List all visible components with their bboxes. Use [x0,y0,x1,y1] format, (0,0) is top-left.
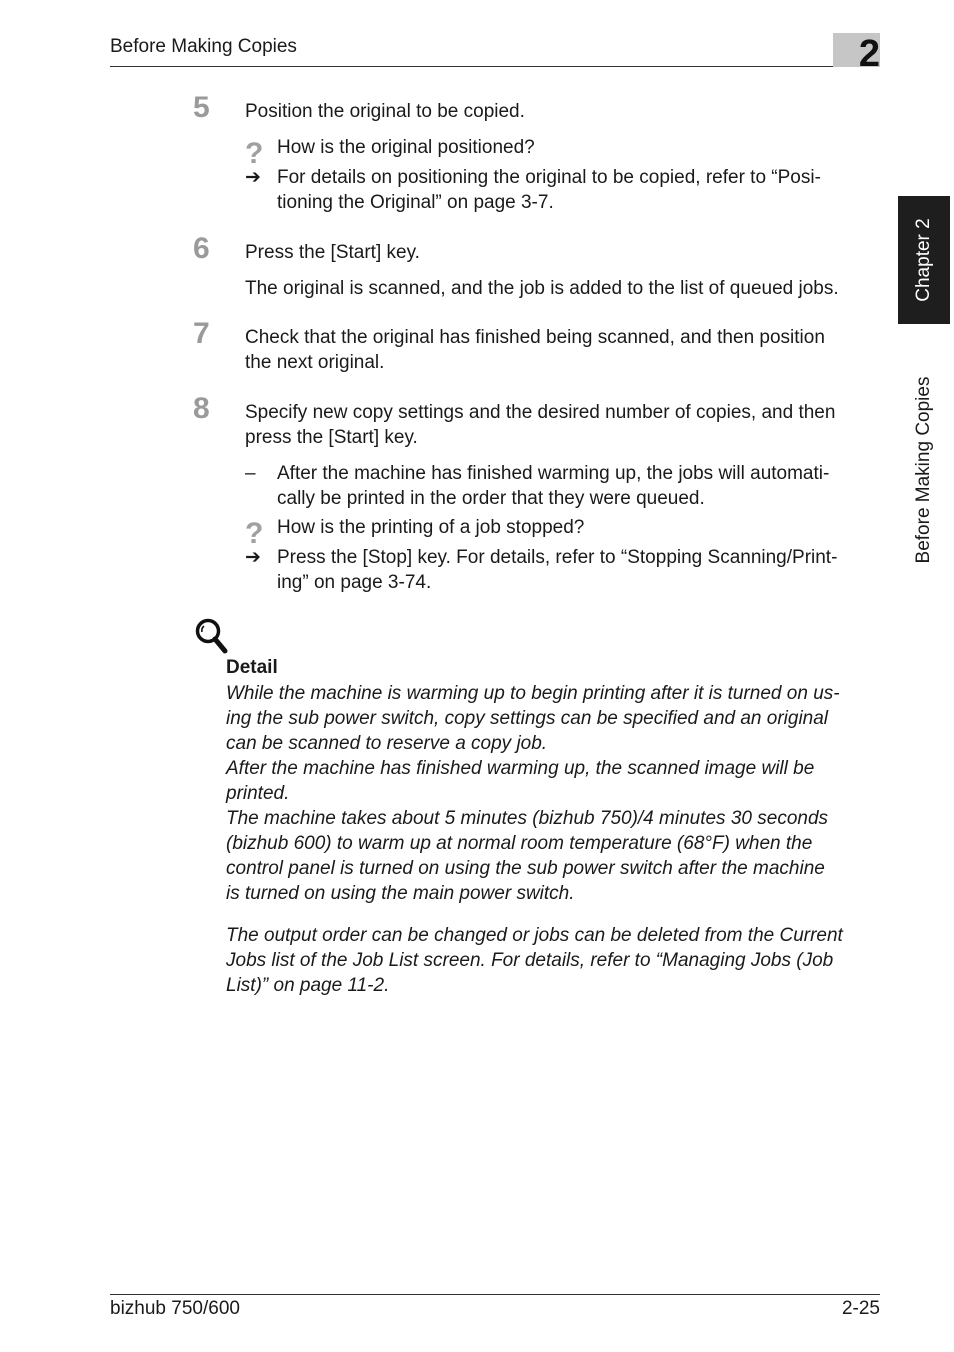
step-number: 8 [193,392,210,425]
step-text: Position the original to be copied. [245,101,525,122]
detail-line: The output order can be changed or jobs can be deleted from the Current [226,925,843,946]
section-side-tab [898,340,950,600]
chapter-side-tab [898,196,950,324]
arrow-icon: ➔ [245,547,261,568]
question-icon: ? [245,137,264,170]
chapter-number: 2 [858,33,880,75]
dash-bullet: – [245,463,256,484]
step-text: Press the [Start] key. [245,242,420,263]
header-rule [110,66,880,67]
step-text: Check that the original has finished being scanned, and then position [245,327,825,348]
footer-rule [110,1294,880,1295]
chapter-side-tab-label: Chapter 2 [913,218,934,302]
detail-line: List)” on page 11-2. [226,975,390,996]
step-text: the next original. [245,352,385,373]
step-text: press the [Start] key. [245,427,418,448]
detail-line: After the machine has finished warming up, the scanned image will be [226,758,815,779]
detail-line: ing the sub power switch, copy settings can be specified and an original [226,708,829,729]
detail-line: printed. [226,783,290,804]
detail-line: can be scanned to reserve a copy job. [226,733,548,754]
detail-line: (bizhub 600) to warm up at normal room temperature (68°F) when the [226,833,813,854]
answer-text: Press the [Stop] key. For details, refer to “Stopping Scanning/Print- [277,547,838,568]
chapter-number-box [833,33,880,75]
step-text: Specify new copy settings and the desired number of copies, and then [245,402,836,423]
step-number: 6 [193,232,210,265]
detail-paragraph [226,923,886,998]
detail-line: control panel is turned on using the sub power switch after the machine [226,858,825,879]
answer-text: ing” on page 3-74. [277,572,432,593]
answer-text: tioning the Original” on page 3-7. [277,192,554,213]
running-header-title: Before Making Copies [110,36,297,57]
detail-line: The machine takes about 5 minutes (bizhub 750)/4 minutes 30 seconds [226,808,829,829]
page-number: 2-25 [841,1298,880,1319]
step-number: 5 [193,91,210,124]
arrow-icon: ➔ [245,167,261,188]
bullet-text: After the machine has finished warming up, the jobs will automati- [277,463,830,484]
detail-line: While the machine is warming up to begin printing after it is turned on us- [226,683,840,704]
question-icon: ? [245,517,264,550]
question-text: How is the printing of a job stopped? [277,517,585,538]
section-side-tab-label: Before Making Copies [913,376,934,564]
magnifier-icon [193,617,229,655]
question-text: How is the original positioned? [277,137,535,158]
detail-paragraph [226,681,886,906]
bullet-text: cally be printed in the order that they were queued. [277,488,705,509]
detail-line: Jobs list of the Job List screen. For details, refer to “Managing Jobs (Job [226,950,834,971]
step-result-text: The original is scanned, and the job is added to the list of queued jobs. [245,278,839,299]
detail-line: is turned on using the main power switch. [226,883,575,904]
detail-heading: Detail [226,657,278,678]
footer-model: bizhub 750/600 [110,1298,240,1319]
answer-text: For details on positioning the original to be copied, refer to “Posi- [277,167,821,188]
step-number: 7 [193,317,210,350]
